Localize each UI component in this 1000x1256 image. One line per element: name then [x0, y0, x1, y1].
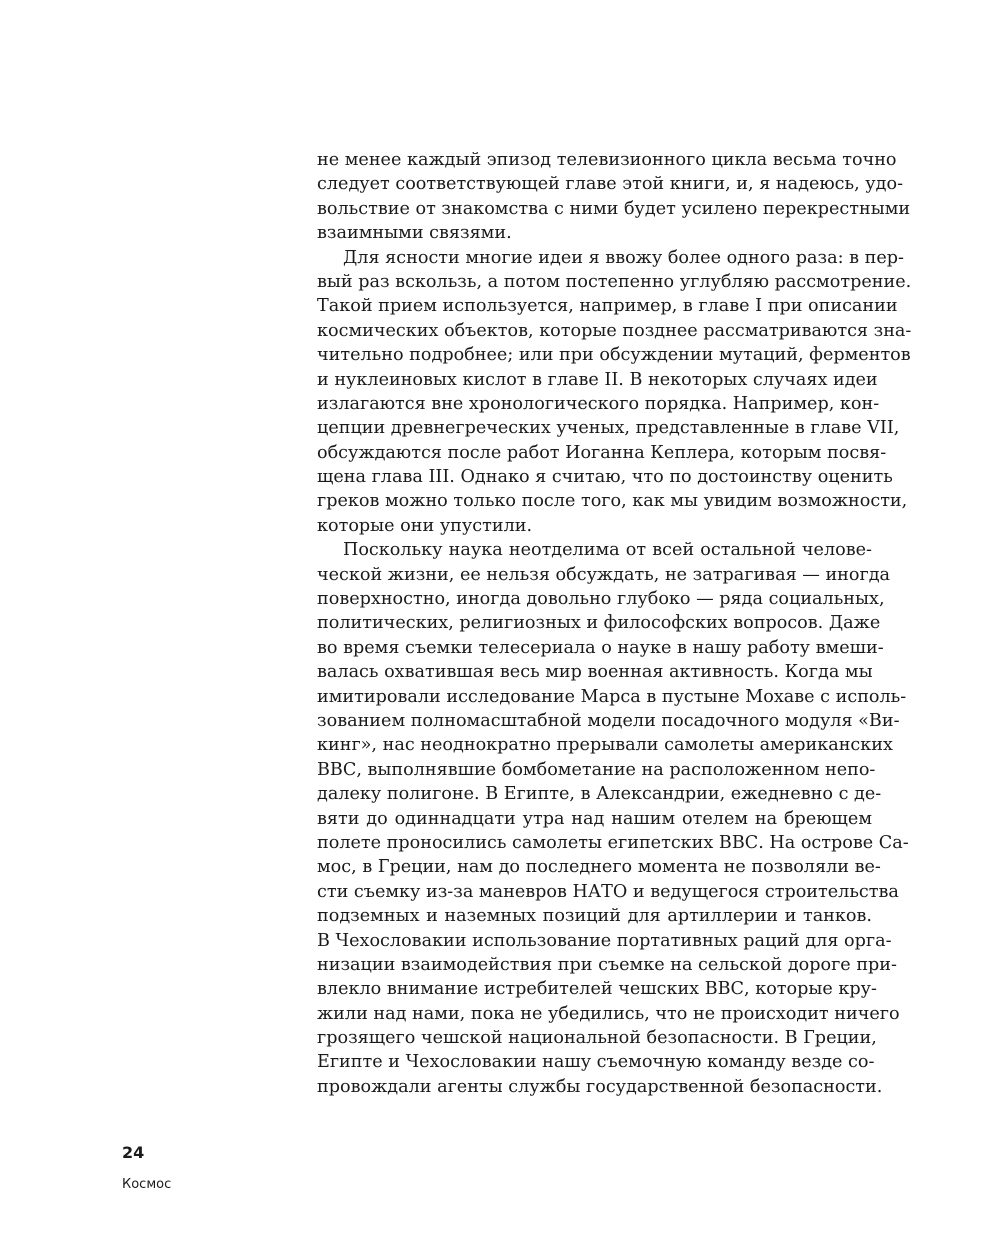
- text-line: имитировали исследование Марса в пустыне Мохаве с исполь-: [317, 686, 907, 707]
- text-line: вяти до одиннадцати утра над нашим отелем на бреющем: [317, 808, 872, 829]
- text-line: В Чехословакии использование портативных раций для орга-: [317, 930, 892, 951]
- text-line: космических объектов, которые позднее рассматриваются зна-: [317, 320, 912, 341]
- text-line: ческой жизни, ее нельзя обсуждать, не затрагивая — иногда: [317, 564, 891, 585]
- running-title: Космос: [122, 1177, 172, 1192]
- text-line: политических, религиозных и философских вопросов. Даже: [317, 613, 881, 634]
- page-number: 24: [122, 1143, 145, 1162]
- text-line: цепции древнегреческих ученых, представленные в главе VII,: [317, 418, 900, 439]
- paragraph-1: [317, 148, 911, 246]
- paragraph-3: [317, 538, 909, 1099]
- text-line: Египте и Чехословакии нашу съемочную команду везде со-: [317, 1052, 875, 1073]
- text-line: обсуждаются после работ Иоганна Кеплера, которым посвя-: [317, 442, 887, 463]
- text-line: во время съемки телесериала о науке в нашу работу вмеши-: [317, 637, 884, 658]
- text-line: низации взаимодействия при съемке на сельской дороге при-: [317, 954, 897, 975]
- text-line: ВВС, выполнявшие бомбометание на расположенном непо-: [317, 759, 876, 780]
- text-line: излагаются вне хронологического порядка. Например, кон-: [317, 393, 880, 414]
- text-line: Поскольку наука неотделима от всей остальной челове-: [343, 540, 872, 561]
- paragraph-2: [317, 246, 912, 539]
- text-line: мос, в Греции, нам до последнего момента не позволяли ве-: [317, 857, 881, 878]
- text-line: следует соответствующей главе этой книги, и, я надеюсь, удо-: [317, 174, 904, 195]
- text-line: щена глава III. Однако я считаю, что по достоинству оценить: [317, 467, 893, 488]
- text-line: грозящего чешской национальной безопасности. В Греции,: [317, 1028, 877, 1049]
- text-line: влекло внимание истребителей чешских ВВС, которые кру-: [317, 979, 877, 1000]
- text-line: чительно подробнее; или при обсуждении мутаций, ферментов: [317, 345, 911, 366]
- text-line: которые они упустили.: [317, 515, 533, 536]
- text-line: зованием полномасштабной модели посадочного модуля «Ви-: [317, 710, 900, 731]
- text-line: греков можно только после того, как мы увидим возможности,: [317, 491, 908, 512]
- body-text: [317, 148, 912, 1099]
- text-line: Для ясности многие идеи я ввожу более одного раза: в пер-: [343, 247, 904, 268]
- text-line: далеку полигоне. В Египте, в Александрии, ежедневно с де-: [317, 784, 882, 805]
- text-line: не менее каждый эпизод телевизионного цикла весьма точно: [317, 150, 897, 170]
- text-line: и нуклеиновых кислот в главе II. В некоторых случаях идеи: [317, 369, 878, 390]
- text-line: взаимными связями.: [317, 223, 512, 244]
- text-line: поверхностно, иногда довольно глубоко — ряда социальных,: [317, 589, 885, 610]
- text-line: провождали агенты службы государственной безопасности.: [317, 1076, 883, 1097]
- text-line: вый раз вскользь, а потом постепенно углубляю рассмотрение.: [317, 271, 912, 292]
- text-line: подземных и наземных позиций для артиллерии и танков.: [317, 906, 872, 927]
- text-line: сти съемку из-за маневров НАТО и ведущегося строительства: [317, 881, 899, 902]
- text-line: полете проносились самолеты египетских ВВС. На острове Са-: [317, 832, 909, 853]
- text-line: вольствие от знакомства с ними будет усилено перекрестными: [317, 198, 911, 219]
- text-line: кинг», нас неоднократно прерывали самолеты американских: [317, 735, 893, 756]
- text-line: Такой прием используется, например, в главе I при описании: [317, 296, 898, 317]
- text-line: жили над нами, пока не убедились, что не происходит ничего: [317, 1003, 900, 1024]
- text-line: валась охватившая весь мир военная активность. Когда мы: [317, 662, 873, 683]
